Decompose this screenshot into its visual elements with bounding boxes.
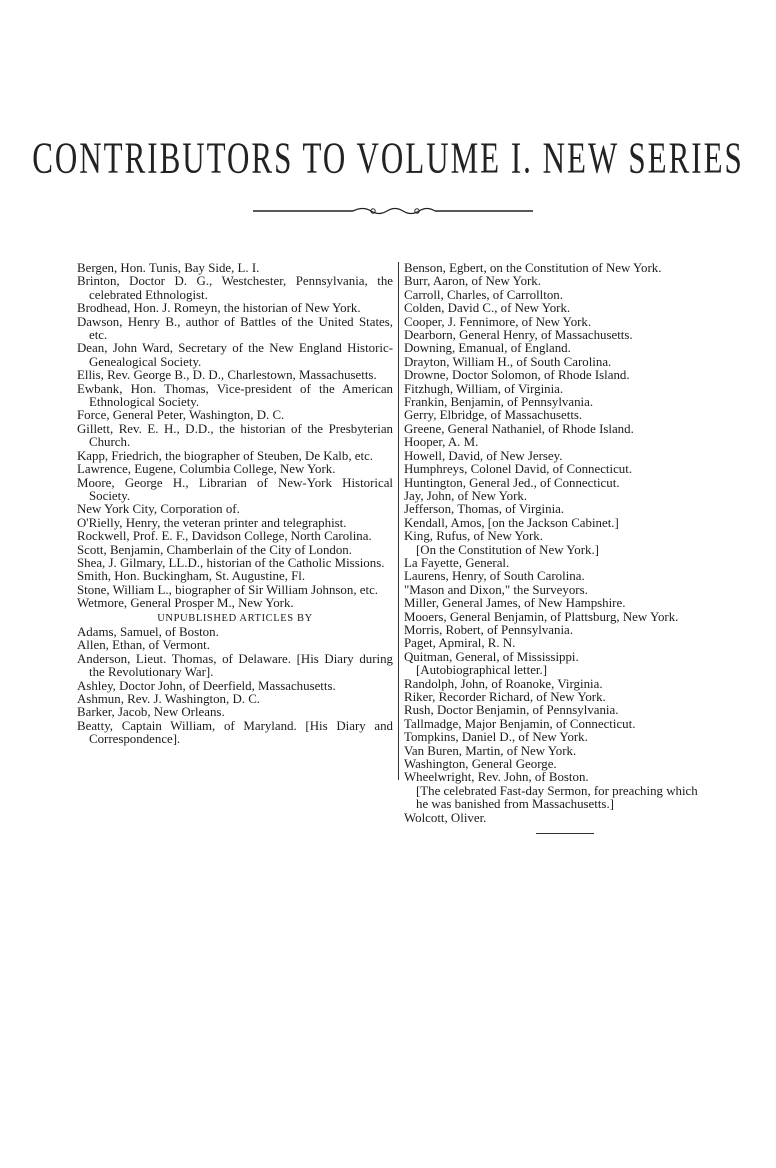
list-item: Morris, Robert, of Pennsylvania. (404, 622, 573, 637)
list-item: Tallmadge, Major Benjamin, of Connecticut. (404, 716, 636, 731)
page-title: CONTRIBUTORS TO VOLUME I. NEW SERIES (32, 132, 744, 183)
list-item-note: [Autobiographical letter.] (416, 663, 548, 678)
list-item: Carroll, Charles, of Carrollton. (404, 287, 563, 302)
list-item: Benson, Egbert, on the Constitution of New York. (404, 261, 662, 275)
list-item: Riker, Recorder Richard, of New York. (404, 690, 606, 704)
list-item: Moore, George H., Librarian of New-York Historical Society. (77, 475, 393, 503)
list-item: Laurens, Henry, of South Carolina. (404, 569, 585, 584)
list-item-note: [On the Constitution of New York.] (416, 542, 599, 557)
list-item: Quitman, General, of Mississippi. (404, 649, 579, 664)
list-item: Downing, Emanual, of England. (404, 341, 571, 356)
list-item: Washington, General George. (404, 757, 557, 772)
list-item: Jefferson, Thomas, of Virginia. (404, 502, 565, 517)
list-item-note: [The celebrated Fast-day Sermon, for preaching which he was banished from Massachusetts.] (416, 783, 698, 812)
list-item: Smith, Hon. Buckingham, St. Augustine, Fl. (77, 569, 306, 584)
list-item: Greene, General Nathaniel, of Rhode Island. (404, 421, 634, 436)
list-item: Humphreys, Colonel David, of Connecticut. (404, 462, 633, 477)
list-item: Dawson, Henry B., author of Battles of the United States, etc. (77, 314, 393, 343)
list-item: Dean, John Ward, Secretary of the New England Historic-Genealogical Society. (77, 341, 393, 369)
end-rule (536, 833, 594, 834)
list-item: Gillett, Rev. E. H., D.D., the historian of the Presbyterian Church. (77, 421, 393, 450)
list-item: Miller, General James, of New Hampshire. (404, 596, 626, 611)
list-item: Allen, Ethan, of Vermont. (77, 638, 210, 653)
list-item: Beatty, Captain William, of Maryland. [His Diary and Correspondence]. (77, 718, 393, 747)
list-item: Cooper, J. Fennimore, of New York. (404, 314, 592, 329)
section-heading: UNPUBLISHED ARTICLES BY (157, 612, 313, 624)
right-column (404, 262, 712, 834)
list-item: Force, General Peter, Washington, D. C. (77, 408, 285, 423)
list-item: La Fayette, General. (404, 555, 510, 570)
list-item: Stone, William L., biographer of Sir William Johnson, etc. (77, 582, 379, 597)
list-item: Scott, Benjamin, Chamberlain of the City of London. (77, 542, 352, 557)
list-item: Lawrence, Eugene, Columbia College, New York. (77, 462, 336, 477)
list-item: Howell, David, of New Jersey. (404, 448, 563, 463)
list-item: Van Buren, Martin, of New York. (404, 743, 577, 758)
list-item: Wolcott, Oliver. (404, 810, 487, 825)
list-item: Rockwell, Prof. E. F., Davidson College, North Carolina. (77, 529, 372, 544)
list-item: Adams, Samuel, of Boston. (77, 624, 219, 639)
list-item: O'Rielly, Henry, the veteran printer and telegraphist. (77, 515, 347, 530)
list-item: Wheelwright, Rev. John, of Boston. (404, 770, 589, 785)
list-item: "Mason and Dixon," the Surveyors. (404, 582, 588, 597)
list-item: Dearborn, General Henry, of Massachusetts. (404, 328, 633, 343)
list-item: Ellis, Rev. George B., D. D., Charlestown, Massachusetts. (77, 368, 377, 383)
list-item: Drayton, William H., of South Carolina. (404, 354, 612, 369)
list-item: Jay, John, of New York. (404, 488, 528, 503)
list-item: Brodhead, Hon. J. Romeyn, the historian of New York. (77, 301, 361, 316)
left-column (77, 262, 393, 747)
list-item: Randolph, John, of Roanoke, Virginia. (404, 676, 603, 691)
list-item: Bergen, Hon. Tunis, Bay Side, L. I. (77, 261, 260, 275)
list-item: Frankin, Benjamin, of Pennsylvania. (404, 395, 594, 410)
list-item: Barker, Jacob, New Orleans. (77, 705, 225, 720)
list-item: Kendall, Amos, [on the Jackson Cabinet.] (404, 515, 619, 530)
list-item: Rush, Doctor Benjamin, of Pennsylvania. (404, 703, 619, 718)
list-item: Ashley, Doctor John, of Deerfield, Massachusetts. (77, 678, 336, 693)
list-item: Gerry, Elbridge, of Massachusetts. (404, 408, 583, 423)
list-item: Tompkins, Daniel D., of New York. (404, 730, 588, 745)
list-item: Ewbank, Hon. Thomas, Vice-president of the American Ethnological Society. (77, 381, 393, 410)
list-item: King, Rufus, of New York. (404, 529, 543, 544)
ornament-divider (253, 204, 533, 218)
list-item: Huntington, General Jed., of Connecticut. (404, 475, 620, 490)
column-divider (398, 262, 399, 780)
list-item: Burr, Aaron, of New York. (404, 274, 541, 289)
list-item: Hooper, A. M. (404, 435, 479, 450)
list-item: Shea, J. Gilmary, LL.D., historian of the Catholic Missions. (77, 555, 385, 570)
list-item: Kapp, Friedrich, the biographer of Steuben, De Kalb, etc. (77, 448, 374, 463)
list-item: Wetmore, General Prosper M., New York. (77, 596, 294, 611)
list-item: Mooers, General Benjamin, of Plattsburg, New York. (404, 609, 679, 624)
list-item: New York City, Corporation of. (77, 502, 240, 517)
list-item: Ashmun, Rev. J. Washington, D. C. (77, 692, 261, 706)
list-item: Colden, David C., of New York. (404, 301, 571, 316)
list-item: Drowne, Doctor Solomon, of Rhode Island. (404, 368, 630, 383)
list-item: Paget, Apmiral, R. N. (404, 636, 516, 651)
list-item: Fitzhugh, William, of Virginia. (404, 381, 564, 396)
list-item: Anderson, Lieut. Thomas, of Delaware. [His Diary during the Revolutionary War]. (77, 651, 393, 680)
list-item: Brinton, Doctor D. G., Westchester, Pennsylvania, the celebrated Ethnologist. (77, 274, 393, 302)
